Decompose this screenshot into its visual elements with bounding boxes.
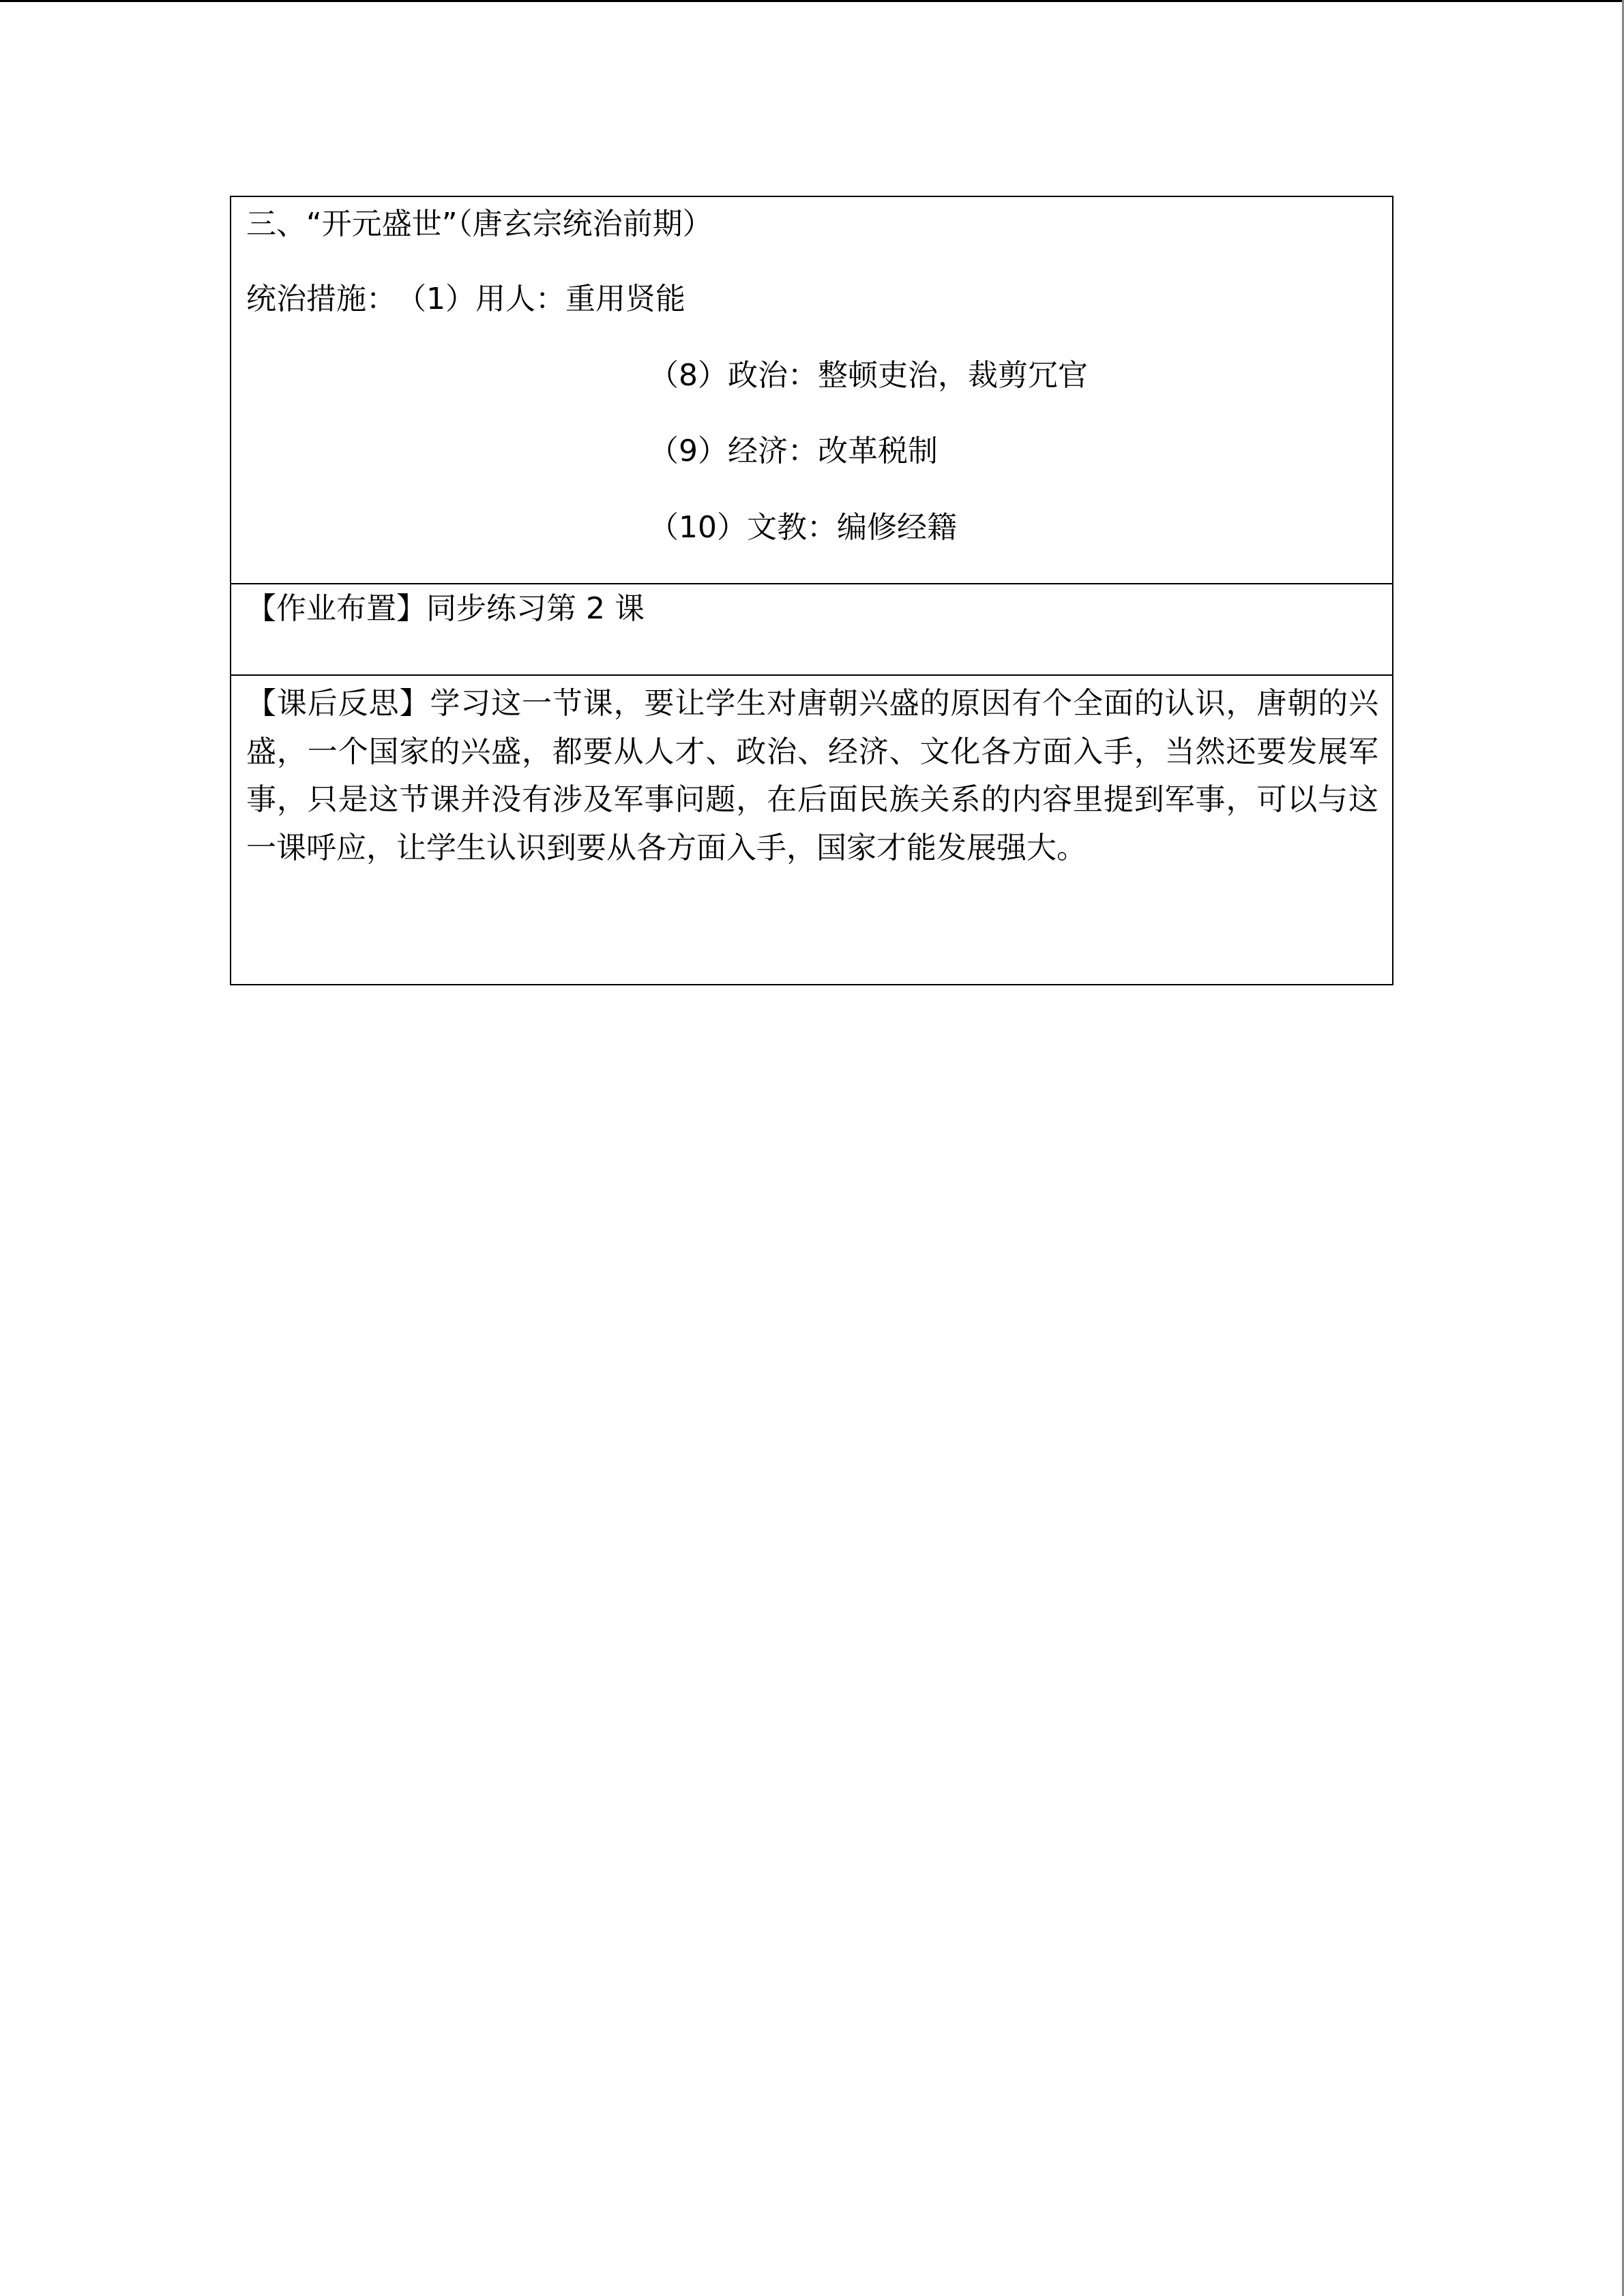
page-top-border — [0, 0, 1624, 2]
section-row — [231, 197, 1392, 583]
measures-label: 统治措施： — [246, 282, 396, 316]
measure-item-10: （10）文教：编修经籍 — [649, 510, 957, 545]
reflection-row — [231, 674, 1392, 984]
reflection-text: 【课后反思】学习这一节课，要让学生对唐朝兴盛的原因有个全面的认识，唐朝的兴盛，一个国家的兴盛，都要从人才、政治、经济、文化各方面入手，当然还要发展军事，只是这节课并没有涉及军事问题，在后面民族关系的内容里提到军事，可以与这一课呼应，让学生认识到要从各方面入手，国家才能发展强大。 — [246, 686, 1378, 865]
measure-item-1: （1）用人：重用贤能 — [396, 282, 685, 316]
section-heading: 三、“开元盛世”（唐玄宗统治前期） — [246, 207, 713, 241]
measure-item-9: （9）经济：改革税制 — [649, 434, 938, 468]
homework-row — [231, 583, 1392, 674]
lesson-table — [230, 196, 1393, 985]
homework-text: 【作业布置】同步练习第 2 课 — [246, 591, 645, 626]
measure-item-8: （8）政治：整顿吏治，裁剪冗官 — [649, 358, 1088, 393]
